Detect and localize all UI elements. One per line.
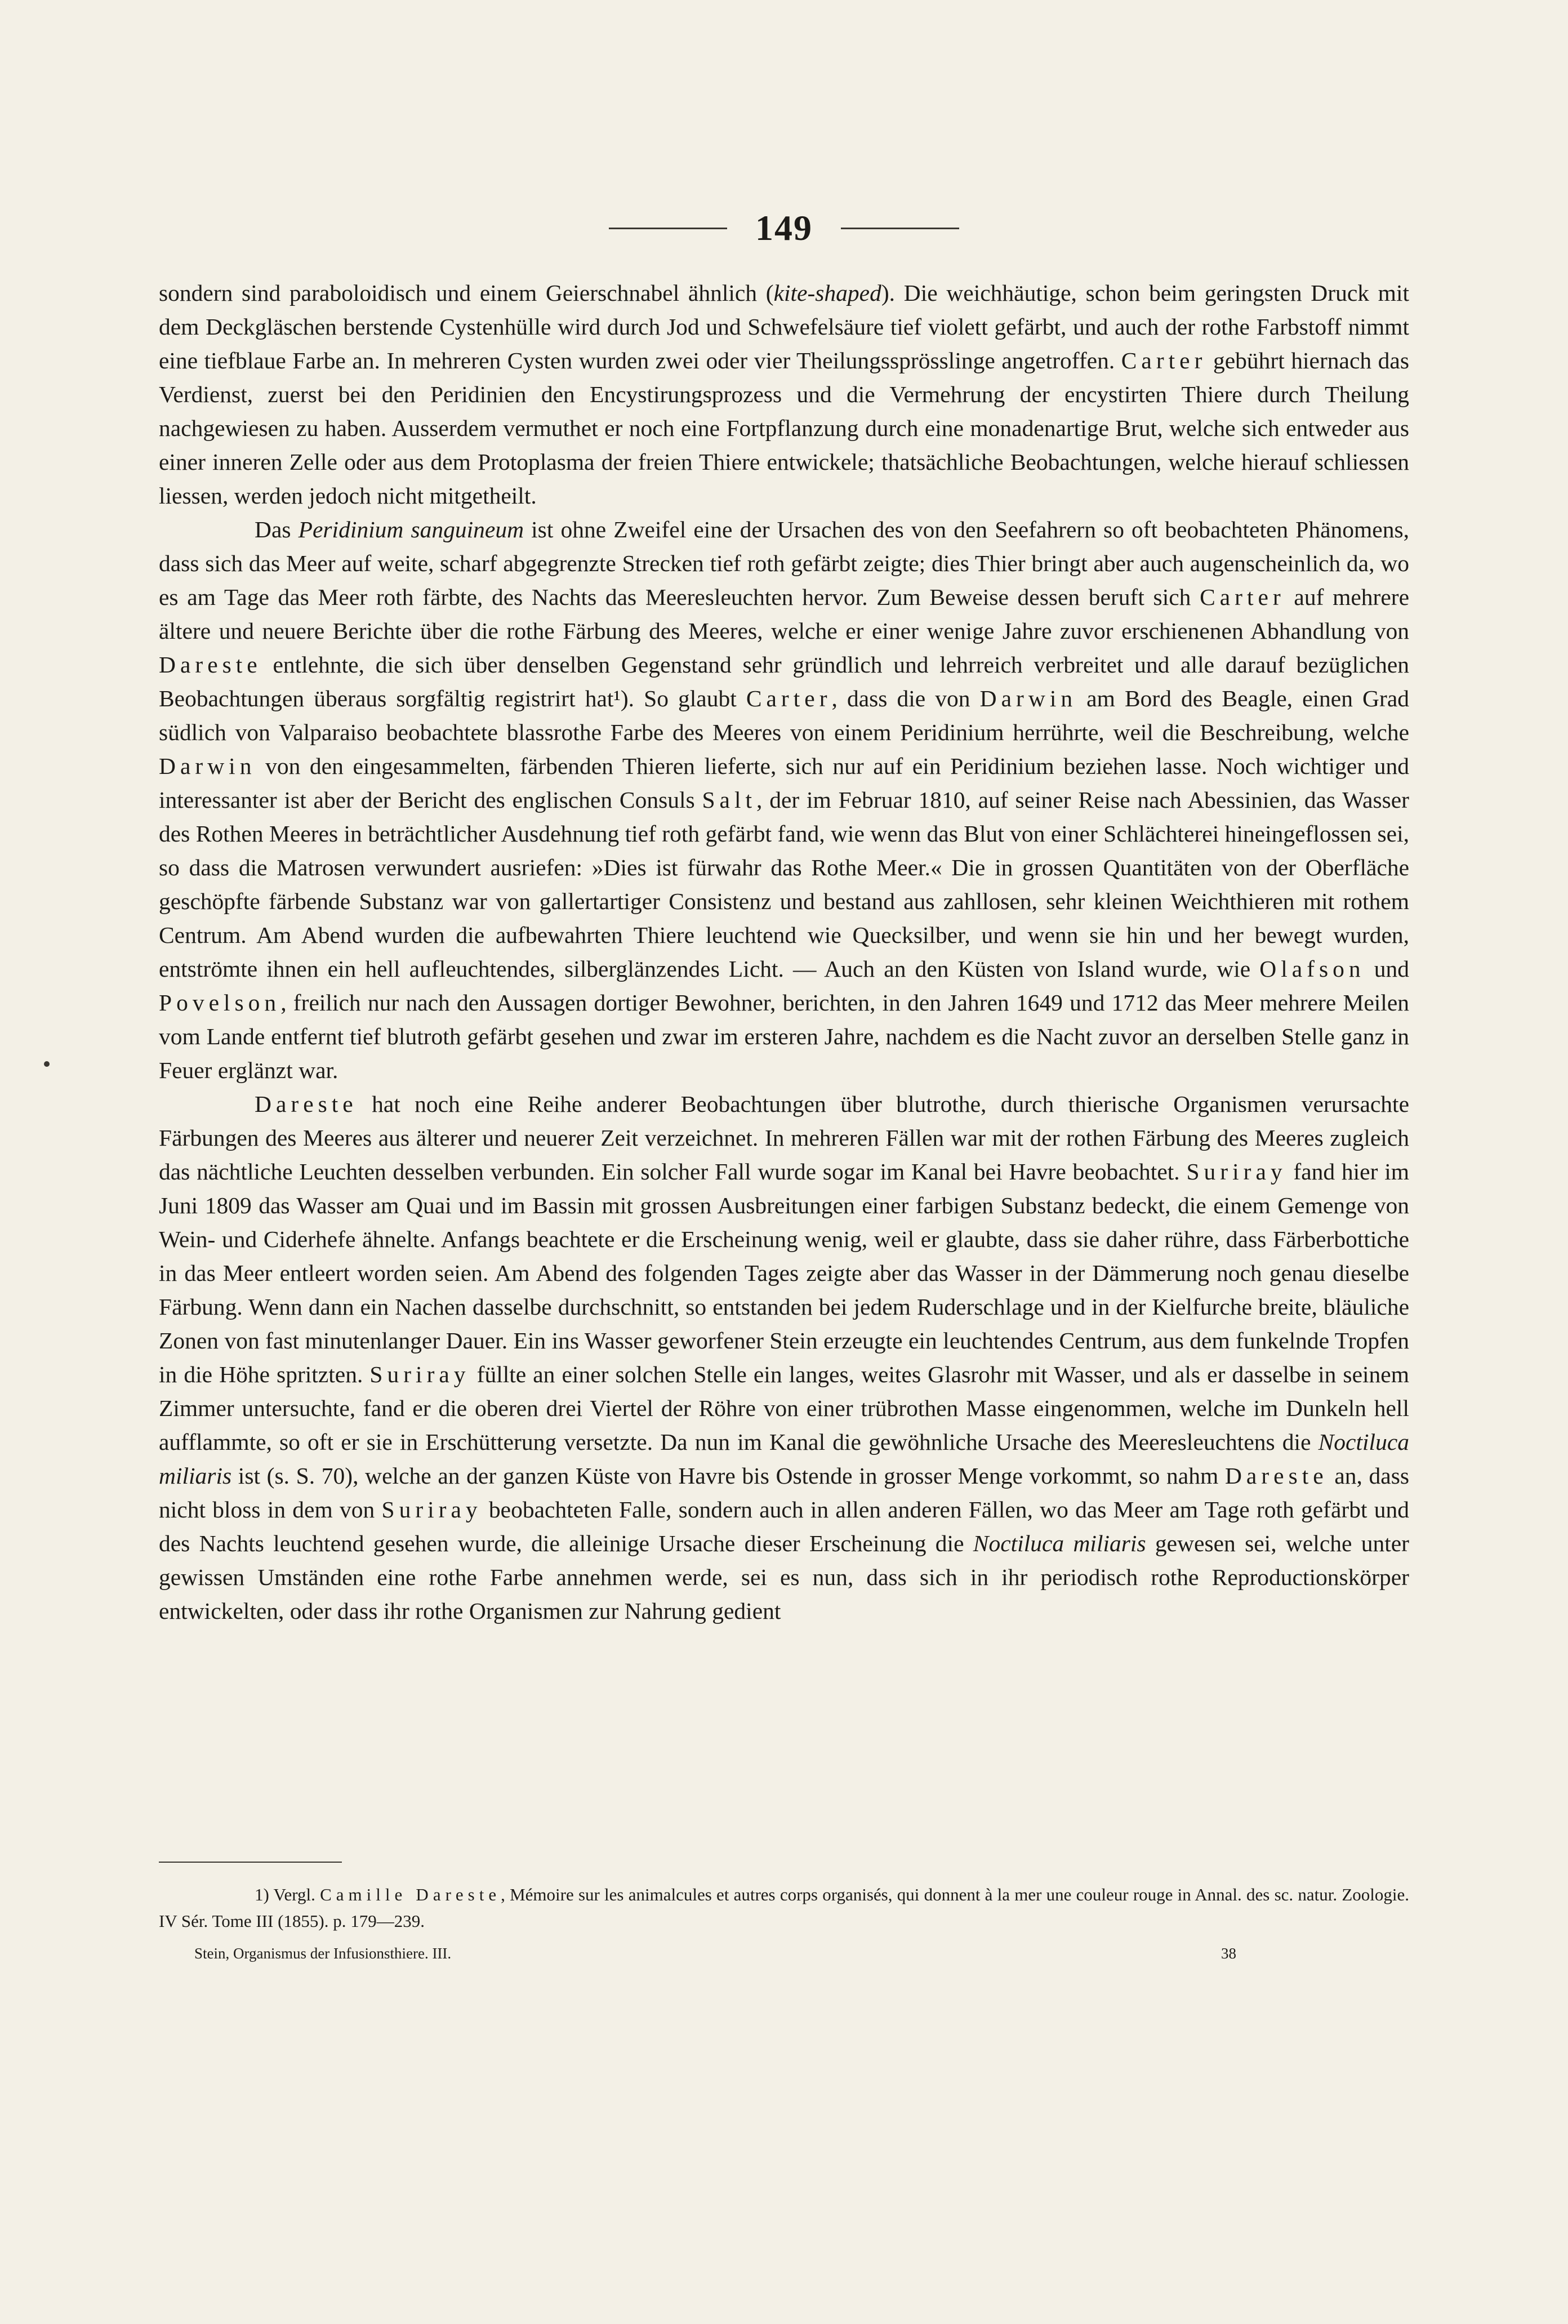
paragraph (159, 513, 1409, 1087)
footnote-rule (159, 1862, 342, 1863)
text-run: auf mehrere ältere und neuere Berichte über die rothe Färbung des Meeres, welche er einer wenige Jahre zuvor erschienenen Abhandlung von (159, 584, 1409, 644)
author-name: Carter (746, 685, 832, 711)
text-run: , dass die von (831, 685, 980, 711)
italic-term: Noctiluca miliaris (159, 1429, 1409, 1489)
author-name: Dareste (1224, 1463, 1328, 1489)
author-name: Suriray (369, 1361, 470, 1387)
page-header (0, 200, 1568, 256)
author-name: Dareste (255, 1091, 358, 1117)
page-footer (194, 1945, 1236, 1962)
signature-line: Stein, Organismus der Infusionsthiere. III. (194, 1945, 452, 1962)
text-run: Das (255, 517, 299, 542)
text-run: , freilich nur nach den Aussagen dortiger Bewohner, berichten, in den Jahren 1649 und 1712 das Meer mehrere Meilen vom Lande entfernt tief blutroth gefärbt gesehen und zwar im ersteren Jahre, nachdem es die Nacht zuvor an derselben Stelle ganz in Feuer erglänzt war. (159, 990, 1409, 1083)
body-text (159, 276, 1409, 1628)
author-name: Carter (1121, 348, 1207, 373)
author-name: Suriray (381, 1497, 482, 1522)
text-run: ). Die weichhäutige, schon beim geringsten Druck mit dem Deckgläschen berstende Cystenhülle wird durch Jod und Schwefelsäure tief violett gefärbt, und auch der rothe Farbstoff nimmt eine tiefblaue Farbe an. In mehreren Cysten wurden zwei oder vier Theilungssprösslinge angetroffen. (159, 280, 1410, 373)
author-name: Suriray (1186, 1159, 1287, 1185)
author-name: Darwin (159, 753, 256, 779)
paragraph (159, 276, 1409, 513)
author-name: Olafson (1259, 956, 1365, 982)
text-run: ist ohne Zweifel eine der Ursachen des von den Seefahrern so oft beobachteten Phänomens, dass sich das Meer auf weite, scharf abgegrenzte Strecken tief roth gefärbt zeigte; dies Thier bringt aber auch augenscheinlich da, wo es am Tage das Meer roth färbte, des Nachts das Meeresleuchten hervor. Zum Beweise dessen beruft sich (159, 517, 1409, 610)
italic-term: kite-shaped (773, 280, 881, 306)
author-name: Dareste (159, 652, 262, 678)
page-number: 149 (755, 208, 813, 248)
text-run: sondern sind paraboloidisch und einem Geierschnabel ähnlich ( (159, 280, 774, 306)
author-name: Carter (1200, 584, 1285, 610)
text-run: fand hier im Juni 1809 das Wasser am Quai und im Bassin mit grossen Ausbreitungen einer farbigen Substanz bedeckt, die einem Gemenge von Wein- und Ciderhefe ähnelte. Anfangs beachtete er die Erscheinung wenig, weil er glaubte, dass sie daher rühre, dass Färberbottiche in das Meer entleert worden seien. Am Abend des folgenden Tages zeigte aber das Wasser in der Dämmerung noch genau dieselbe Färbung. Wenn dann ein Nachen dasselbe durchschnitt, so entstanden bei jedem Ruderschlage und in der Kielfurche breite, bläuliche Zonen von fast minutenlanger Dauer. Ein ins Wasser geworfener Stein erzeugte ein leuchtendes Centrum, aus dem funkelnde Tropfen in die Höhe spritzten. (159, 1159, 1409, 1387)
margin-mark (44, 1061, 50, 1067)
text-run: , der im Februar 1810, auf seiner Reise nach Abessinien, das Wasser des Rothen Meeres in beträchtlicher Ausdehnung tief roth gefärbt fand, wie wenn das Blut von einer Schlächterei hineingeflossen sei, so dass die Matrosen verwundert ausriefen: »Dies ist fürwahr das Rothe Meer.« Die in grossen Quantitäten von der Oberfläche geschöpfte färbende Substanz war von gallertartiger Consistenz und bestand aus zahllosen, sehr kleinen Weichthieren mit rothem Centrum. Am Abend wurden die aufbewahrten Thiere leuchtend wie Quecksilber, und wenn sie hin und her bewegt wurden, entströmte ihnen ein hell aufleuchtendes, silberglänzendes Licht. — Auch an den Küsten von Island wurde, wie (159, 787, 1409, 982)
text-run: beobachteten Falle, sondern auch in allen anderen Fällen, wo das Meer am Tage roth gefärbt und des Nachts leuchtend gesehen wurde, die alleinige Ursache dieser Erscheinung die (159, 1497, 1409, 1556)
italic-term: Noctiluca miliaris (973, 1530, 1146, 1556)
text-run: ist (s. S. 70), welche an der ganzen Küste von Havre bis Ostende in grosser Menge vorkommt, so nahm (231, 1463, 1225, 1489)
author-name: Camille Dareste (320, 1885, 501, 1904)
italic-term: Peridinium sanguineum (298, 517, 524, 542)
signature-number: 38 (1221, 1945, 1236, 1962)
author-name: Salt (702, 787, 757, 813)
text-run: füllte an einer solchen Stelle ein langes, weites Glasrohr mit Wasser, und als er dasselbe in seinem Zimmer untersuchte, fand er die oberen drei Viertel der Röhre von einer trübrothen Masse eingenommen, welche im Dunkeln hell aufflammte, so oft er sie in Erschütterung versetzte. Da nun im Kanal die gewöhnliche Ursache des Meeresleuchtens die (159, 1361, 1409, 1455)
author-name: Povelson (159, 990, 281, 1016)
text-run: an, dass nicht bloss in dem von (159, 1463, 1410, 1522)
text-run: entlehnte, die sich über denselben Gegenstand sehr gründlich und lehrreich verbreitet und alle darauf bezüglichen Beobachtungen überaus sorgfältig registrirt hat¹). So glaubt (159, 652, 1409, 711)
footnote-text (159, 1881, 1409, 1934)
text-run: gewesen sei, welche unter gewissen Umständen eine rothe Farbe annehmen werde, sei es nun, dass sich in ihr periodisch rothe Reproductionskörper entwickelten, oder dass ihr rothe Organismen zur Nahrung gedient (159, 1530, 1409, 1624)
text-run: und (1365, 956, 1409, 982)
text-run: , Mémoire sur les animalcules et autres corps organisés, qui donnent à la mer une couleur rouge in Annal. des sc. natur. Zoologie. IV Sér. Tome III (1855). p. 179—239. (159, 1885, 1410, 1931)
footnote (159, 1881, 1409, 1934)
header-rule-right (841, 228, 959, 229)
text-run: 1) Vergl. (255, 1885, 320, 1904)
text-run: am Bord des Beagle, einen Grad südlich von Valparaiso beobachtete blassrothe Farbe des Meeres von einem Peridinium herrührte, weil die Beschreibung, welche (159, 685, 1410, 745)
author-name: Darwin (979, 685, 1077, 711)
text-run: von den eingesammelten, färbenden Thieren lieferte, sich nur auf ein Peridinium beziehen lasse. Noch wichtiger und interessanter ist aber der Bericht des englischen Consuls (159, 753, 1409, 813)
header-rule-left (609, 228, 727, 229)
text-run: hat noch eine Reihe anderer Beobachtungen über blutrothe, durch thierische Organismen verursachte Färbungen des Meeres aus älterer und neuerer Zeit verzeichnet. In mehreren Fällen war mit der rothen Färbung des Meeres zugleich das nächtliche Leuchten desselben verbunden. Ein solcher Fall wurde sogar im Kanal bei Havre beobachtet. (159, 1091, 1409, 1185)
text-run: gebührt hiernach das Verdienst, zuerst bei den Peridinien den Encystirungsprozess und die Vermehrung der encystirten Thiere durch Theilung nachgewiesen zu haben. Ausserdem vermuthet er noch eine Fortpflanzung durch eine monadenartige Brut, welche sich entweder aus einer inneren Zelle oder aus dem Protoplasma der freien Thiere entwickele; thatsächliche Beobachtungen, welche hierauf schliessen liessen, werden jedoch nicht mitgetheilt. (159, 348, 1409, 509)
paragraph (159, 1087, 1409, 1628)
